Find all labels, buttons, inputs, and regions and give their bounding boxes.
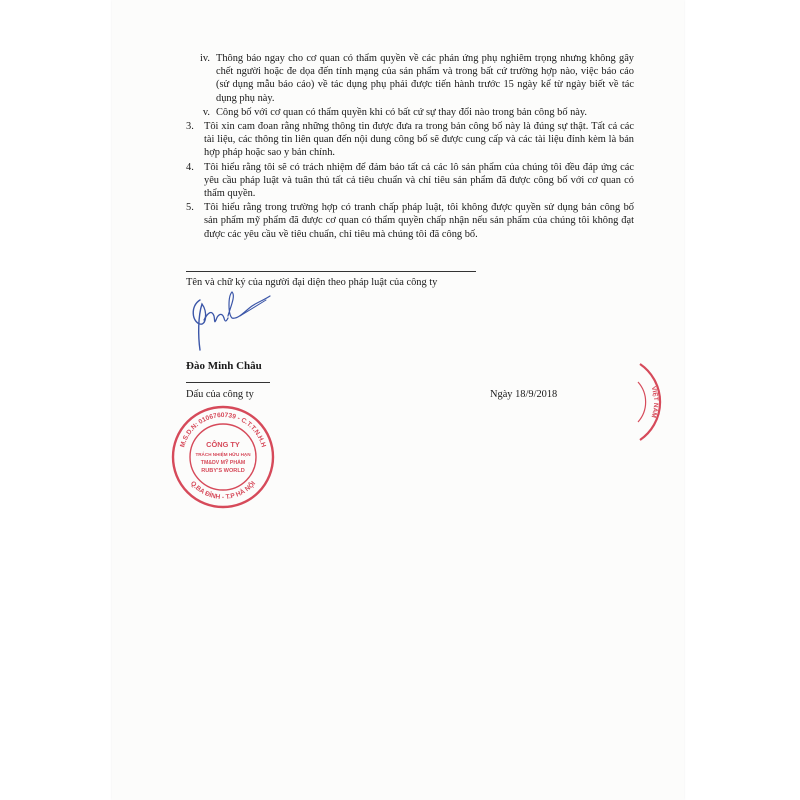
numbered-item-text: Tôi hiểu rằng tôi sẽ có trách nhiệm để đảm bảo tất cả các lô sản phẩm của chúng tôi đều đáp ứng các yêu cầu pháp luật và tuân thủ tất cả tiêu chuẩn và chỉ tiêu sản phẩm đã được công bố với cơ quan có thẩm quyền. [204, 161, 634, 200]
side-stamp-text: VIỆT NAM [649, 385, 660, 419]
numbered-item [186, 201, 634, 241]
numbered-item-text: Tôi hiểu rằng trong trường hợp có tranh chấp pháp luật, tôi không được quyền sử dụng bản công bố sản phẩm mỹ phẩm đã được cơ quan có thẩm quyền chấp nhận nếu sản phẩm của chúng tôi không đạt được các yêu cầu về tiêu chuẩn, chỉ tiêu mà chúng tôi đã công bố. [204, 202, 634, 240]
signer-name: Đào Minh Châu [186, 360, 262, 372]
company-stamp [170, 404, 276, 510]
side-stamp [636, 360, 672, 444]
numbered-item [186, 161, 634, 201]
signature-image [186, 286, 286, 356]
numbered-item [186, 120, 634, 160]
stamp-ring-text-top: M.S.D.N: 0106760739 - C.T.T.N.H.H [179, 411, 267, 449]
numbered-item-text: Tôi xin cam đoan rằng những thông tin được đưa ra trong bản công bố này là đúng sự thật. Tất cả các tài liệu, các thông tin liên quan đến nội dung công bố sẽ được cung cấp và các tài liệu đính kèm là bản hợp pháp hoặc sao y bản chính. [204, 121, 634, 159]
stamp-center-line: TM&DV MỸ PHẨM [200, 460, 246, 466]
numbered-item-marker: 5. [186, 202, 194, 214]
numbered-item-marker: 3. [186, 121, 194, 133]
stamp-ring-text-bottom: Q.BA ĐÌNH - T.P HÀ NỘI [188, 480, 258, 502]
numbered-item-list [186, 120, 634, 241]
stamp-center-line: CÔNG TY [206, 440, 240, 449]
sub-item-text: Thông báo ngay cho cơ quan có thẩm quyền về các phản ứng phụ nghiêm trọng nhưng không gây chết người hoặc đe dọa đến tính mạng của sản phẩm và trong bất cứ trường hợp nào, việc báo cáo (sử dụng mẫu báo cáo) về tác dụng phụ phải được tiến hành trước 15 ngày kể từ ngày biết về tác dụng phụ này. [216, 53, 634, 104]
sub-item [186, 106, 634, 119]
stamp-outer-ring [173, 407, 273, 507]
sub-item-text: Công bố với cơ quan có thẩm quyền khi có bất cứ sự thay đổi nào trong bản công bố này. [216, 106, 588, 118]
sub-item-marker: iv. [199, 53, 210, 64]
stamp-center-line: TRÁCH NHIỆM HỮU HẠN [195, 452, 251, 457]
sub-item-list [186, 52, 634, 119]
sub-item [186, 52, 634, 105]
signature-separator [186, 271, 476, 272]
stamp-separator [186, 382, 270, 383]
sub-item-marker: v. [202, 106, 210, 118]
stamp-inner-ring [190, 424, 256, 490]
document-body [186, 52, 634, 242]
stamp-caption: Dấu của công ty [186, 389, 254, 400]
signature-caption: Tên và chữ ký của người đại diện theo pháp luật của công ty [186, 277, 438, 288]
numbered-item-marker: 4. [186, 161, 194, 173]
document-date: Ngày 18/9/2018 [490, 389, 558, 400]
stamp-center-line: RUBY'S WORLD [201, 468, 245, 474]
